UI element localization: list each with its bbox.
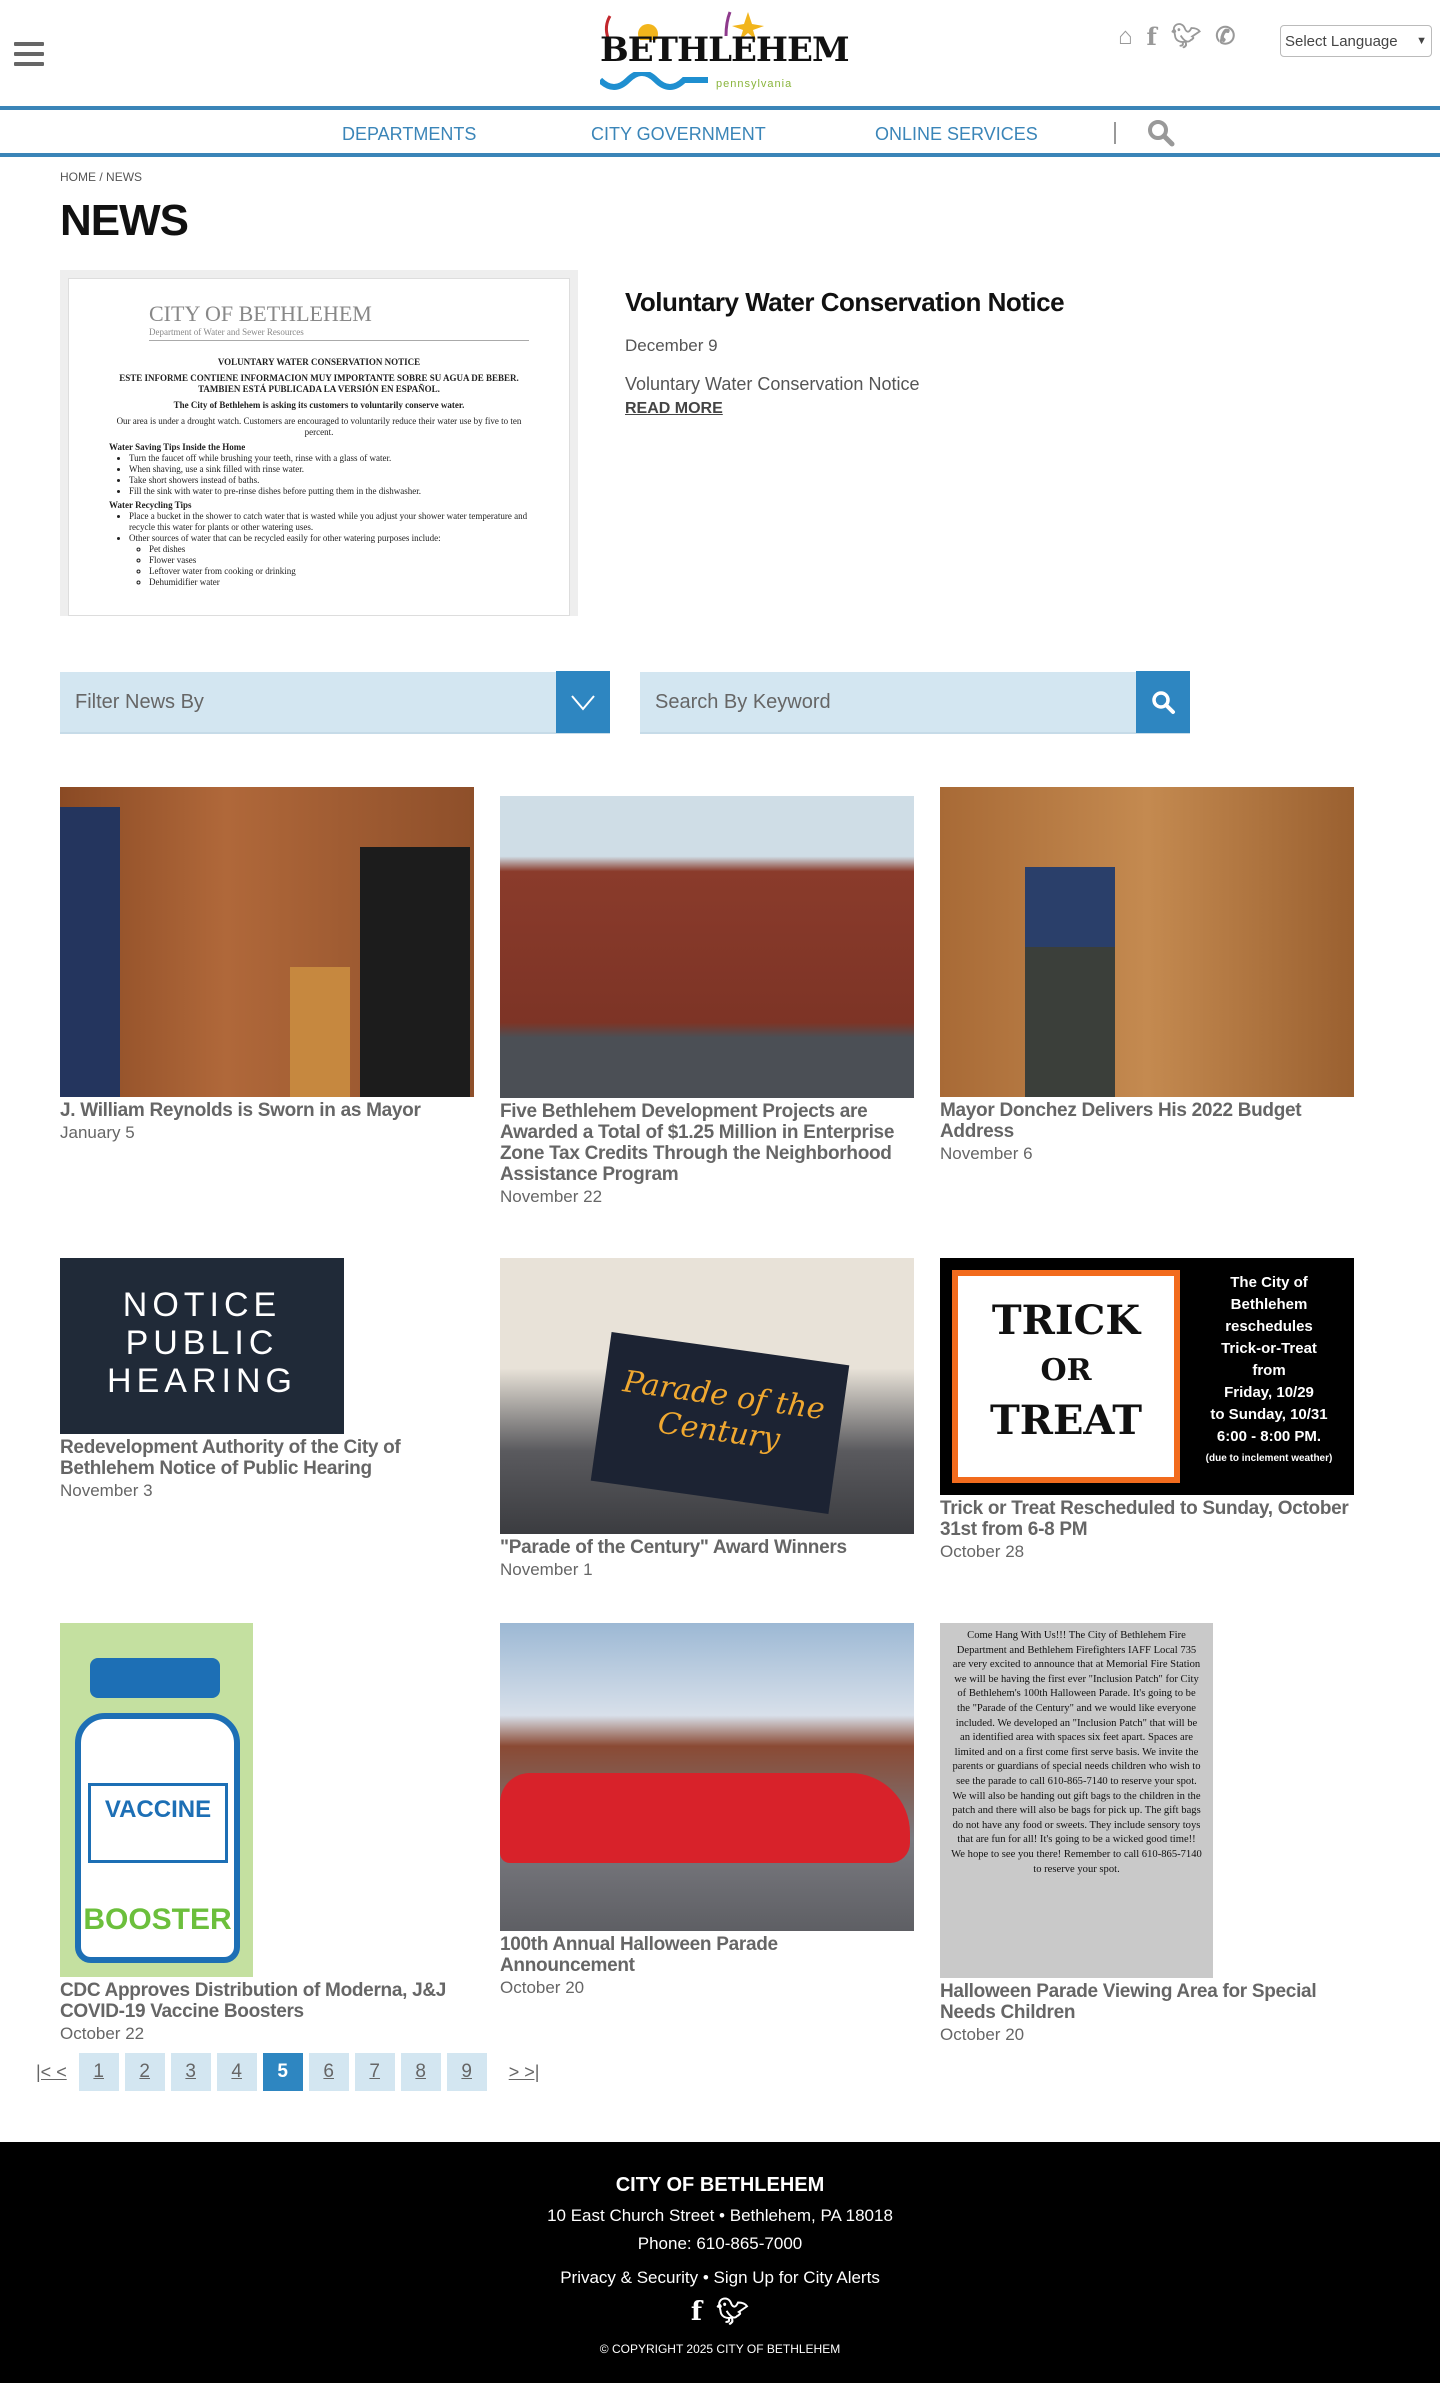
doc-drought: Our area is under a drought watch. Customers are encouraged to voluntarily reduce their water use by five to ten percent. <box>116 416 522 437</box>
page-7[interactable]: 7 <box>355 2053 395 2091</box>
news-title[interactable]: Five Bethlehem Development Projects are Awarded a Total of $1.25 Million in Enterprise Zone Tax Credits Through the Neighborhood Assistance Program <box>500 1101 895 1185</box>
doc-tips-recycle: Water Recycling Tips <box>109 500 192 510</box>
news-image[interactable] <box>940 787 1354 1097</box>
featured-date: December 9 <box>625 336 718 355</box>
footer-address: 10 East Church Street • Bethlehem, PA 18018 <box>547 2206 893 2225</box>
image-text: from <box>1252 1362 1286 1379</box>
doc-ask: The City of Bethlehem is asking its customers to voluntarily conserve water. <box>173 400 465 410</box>
news-card[interactable] <box>940 1623 1354 2045</box>
news-title[interactable]: J. William Reynolds is Sworn in as Mayor <box>60 1100 421 1121</box>
page-4[interactable]: 4 <box>217 2053 257 2091</box>
doc-tip: • Take short showers instead of baths. <box>129 475 529 486</box>
filter-news-select[interactable] <box>60 672 610 734</box>
news-image[interactable] <box>500 796 914 1098</box>
image-text: reschedules <box>1225 1318 1313 1335</box>
chevron-down-icon: ▼ <box>1416 35 1427 47</box>
page-5-current[interactable]: 5 <box>263 2053 303 2091</box>
facebook-icon[interactable]: f <box>690 2297 703 2327</box>
news-card[interactable] <box>500 1623 914 1998</box>
news-title[interactable]: Redevelopment Authority of the City of Bethlehem Notice of Public Hearing <box>60 1437 401 1479</box>
nav-city-government[interactable]: CITY GOVERNMENT <box>591 124 766 144</box>
language-select[interactable] <box>1280 25 1432 57</box>
footer-social <box>0 2296 1440 2327</box>
footer-separator: • <box>698 2268 714 2287</box>
breadcrumb-home[interactable]: HOME <box>60 170 96 184</box>
logo-text: BETHLEHEM <box>600 30 849 70</box>
image-text: TREAT <box>989 1397 1143 1444</box>
doc-subtip: ◦ Pet dishes <box>149 544 529 555</box>
facebook-icon[interactable]: f <box>1146 22 1157 51</box>
breadcrumb <box>60 170 142 184</box>
featured-image[interactable] <box>60 270 578 616</box>
page-6[interactable]: 6 <box>309 2053 349 2091</box>
news-date: October 28 <box>940 1542 1025 1561</box>
image-text: Come Hang With Us!!! The City of Bethlehem Fire Department and Bethlehem Firefighters IAFF Local 735 are very excited to announce that at Memorial Fire Station we will be having the first ever "Inclusion Patch" for City of Bethlehem's 100th Halloween Parade. It's going to be the "Parade of the Century" and we would like everyone included. We developed an "Inclusion Patch" that will be an identified area with spaces six feet apart. Spaces are limited and on a first come first serve basis. We invite the parents or guardians of special needs children who wish to see the parade to call 610-865-7140 to reserve your spot. We will also be handing out gift bags to the children in the patch and there will also be bags for pick up. The gift bags do not have any food or sweets. They include sensory toys that are fun for all! It's going to be a wicked good time!! We hope to see you there! Remember to call 610-865-7140 to reserve your spot. <box>951 1630 1202 1875</box>
keyword-search-input[interactable] <box>640 672 1190 734</box>
image-text: 6:00 - 8:00 PM. <box>1216 1428 1322 1445</box>
filter-placeholder: Filter News By <box>75 690 204 713</box>
twitter-icon[interactable]: 🐦︎ <box>716 2296 750 2326</box>
copyright: © COPYRIGHT 2025 CITY OF BETHLEHEM <box>599 2342 841 2356</box>
doc-subtip: ◦ Leftover water from cooking or drinking <box>149 566 529 577</box>
home-icon[interactable]: ⌂ <box>1118 22 1133 50</box>
pagination <box>30 2053 545 2091</box>
news-card[interactable] <box>60 1623 474 2044</box>
utility-icons <box>1118 22 1235 51</box>
language-label: Select Language <box>1285 32 1398 50</box>
news-image[interactable] <box>500 1623 914 1931</box>
doc-header: CITY OF BETHLEHEM <box>149 301 372 326</box>
doc-spanish: ESTE INFORME CONTIENE INFORMACION MUY IMPORTANTE SOBRE SU AGUA DE BEBER. TAMBIEN ESTÁ PUBLICADA LA VERSIÓN EN ESPAÑOL. <box>119 373 519 394</box>
news-image[interactable] <box>940 1258 1354 1495</box>
news-date: October 22 <box>60 2024 145 2043</box>
image-text: to Sunday, 10/31 <box>1210 1406 1328 1423</box>
news-title[interactable]: "Parade of the Century" Award Winners <box>500 1537 847 1558</box>
featured-description: Voluntary Water Conservation Notice <box>625 374 920 394</box>
page-title: NEWS <box>60 196 188 245</box>
news-title[interactable]: 100th Annual Halloween Parade Announcement <box>500 1934 778 1976</box>
next-last-page-link[interactable]: > >| <box>508 2061 540 2082</box>
logo[interactable] <box>598 10 849 94</box>
first-prev-page-link[interactable]: |< < <box>36 2061 67 2082</box>
image-text: (due to inclement weather) <box>1205 1453 1333 1464</box>
image-text: TRICK <box>991 1297 1141 1344</box>
news-image[interactable] <box>60 1258 344 1434</box>
news-card[interactable] <box>940 1258 1354 1562</box>
city-alerts-link[interactable]: Sign Up for City Alerts <box>713 2268 880 2287</box>
doc-tip: • When shaving, use a sink filled with rinse water. <box>129 464 529 475</box>
page-3[interactable]: 3 <box>171 2053 211 2091</box>
doc-tip: • Fill the sink with water to pre-rinse dishes before putting them in the dishwasher. <box>129 486 529 497</box>
breadcrumb-current: NEWS <box>106 170 143 184</box>
news-card[interactable] <box>60 787 474 1143</box>
twitter-icon[interactable]: 🐦︎ <box>1170 23 1202 50</box>
footer-phone: Phone: 610-865-7000 <box>637 2234 803 2253</box>
news-date: November 6 <box>940 1144 1033 1163</box>
phone-icon[interactable]: ✆ <box>1215 23 1236 50</box>
image-text: OR <box>1040 1353 1092 1388</box>
image-text: HEARING <box>107 1362 297 1400</box>
news-date: November 22 <box>500 1187 603 1206</box>
doc-heading: VOLUNTARY WATER CONSERVATION NOTICE <box>217 357 421 367</box>
news-date: November 3 <box>60 1481 153 1500</box>
image-text: PUBLIC <box>125 1324 279 1362</box>
notice-document <box>68 278 570 616</box>
nav-divider <box>1114 122 1116 144</box>
image-text: The City of <box>1230 1274 1308 1291</box>
news-card[interactable] <box>60 1258 474 1501</box>
footer-org-name: CITY OF BETHLEHEM <box>615 2174 825 2196</box>
doc-tip: • Place a bucket in the shower to catch water that is wasted while you adjust your shower water temperature and recycle this water for plants or other watering uses. <box>129 511 529 533</box>
image-text: Friday, 10/29 <box>1224 1384 1314 1401</box>
news-image[interactable] <box>500 1258 914 1534</box>
search-button[interactable] <box>1136 671 1190 733</box>
logo-wave <box>600 72 710 92</box>
news-title[interactable]: Mayor Donchez Delivers His 2022 Budget Address <box>940 1100 1302 1142</box>
footer <box>0 2142 1440 2383</box>
breadcrumb-separator: / <box>99 170 103 184</box>
news-card[interactable] <box>500 1258 914 1580</box>
main-nav <box>0 106 1440 157</box>
news-image[interactable] <box>60 787 474 1097</box>
news-title[interactable]: Trick or Treat Rescheduled to Sunday, October 31st from 6-8 PM <box>940 1498 1349 1540</box>
chevron-down-icon[interactable] <box>556 671 610 733</box>
doc-tips-home: Water Saving Tips Inside the Home <box>109 442 246 452</box>
doc-subtip: ◦ Dehumidifier water <box>149 577 529 588</box>
doc-tip: • Turn the faucet off while brushing your teeth, rinse with a glass of water. <box>129 453 529 464</box>
search-icon[interactable] <box>1146 118 1176 148</box>
search-placeholder: Search By Keyword <box>655 690 831 713</box>
image-text: Bethlehem <box>1230 1296 1308 1313</box>
read-more-link[interactable]: READ MORE <box>625 400 723 417</box>
page-9[interactable]: 9 <box>447 2053 487 2091</box>
footer-links <box>0 2268 1440 2288</box>
news-card[interactable] <box>500 796 914 1207</box>
privacy-link[interactable]: Privacy & Security <box>560 2268 699 2287</box>
doc-tip: • Other sources of water that can be recycled easily for other watering purposes include: <box>129 533 529 544</box>
menu-icon[interactable] <box>14 42 44 68</box>
parade-banner: Parade of the Century <box>591 1332 850 1514</box>
image-text: BOOSTER <box>83 1903 232 1936</box>
page-2[interactable]: 2 <box>125 2053 165 2091</box>
nav-online-services[interactable]: ONLINE SERVICES <box>875 124 1038 144</box>
news-date: October 20 <box>500 1978 585 1997</box>
news-image[interactable] <box>940 1623 1213 1978</box>
nav-departments[interactable]: DEPARTMENTS <box>342 124 477 144</box>
logo-subtext: pennsylvania <box>716 78 793 90</box>
image-text: NOTICE <box>122 1286 282 1324</box>
image-text: VACCINE <box>88 1783 228 1863</box>
doc-subtip: ◦ Flower vases <box>149 555 529 566</box>
page-1[interactable]: 1 <box>79 2053 119 2091</box>
news-card[interactable] <box>940 787 1354 1164</box>
search-icon <box>1150 689 1176 715</box>
news-title[interactable]: CDC Approves Distribution of Moderna, J&J COVID-19 Vaccine Boosters <box>60 1980 447 2022</box>
news-date: November 1 <box>500 1560 593 1579</box>
image-text: Trick-or-Treat <box>1221 1340 1317 1357</box>
news-date: October 20 <box>940 2025 1025 2044</box>
news-date: January 5 <box>60 1123 135 1142</box>
featured-title[interactable]: Voluntary Water Conservation Notice <box>625 287 1065 317</box>
news-image[interactable] <box>60 1623 253 1977</box>
page-8[interactable]: 8 <box>401 2053 441 2091</box>
doc-dept: Department of Water and Sewer Resources <box>149 327 304 337</box>
news-title[interactable]: Halloween Parade Viewing Area for Special Needs Children <box>940 1981 1317 2023</box>
